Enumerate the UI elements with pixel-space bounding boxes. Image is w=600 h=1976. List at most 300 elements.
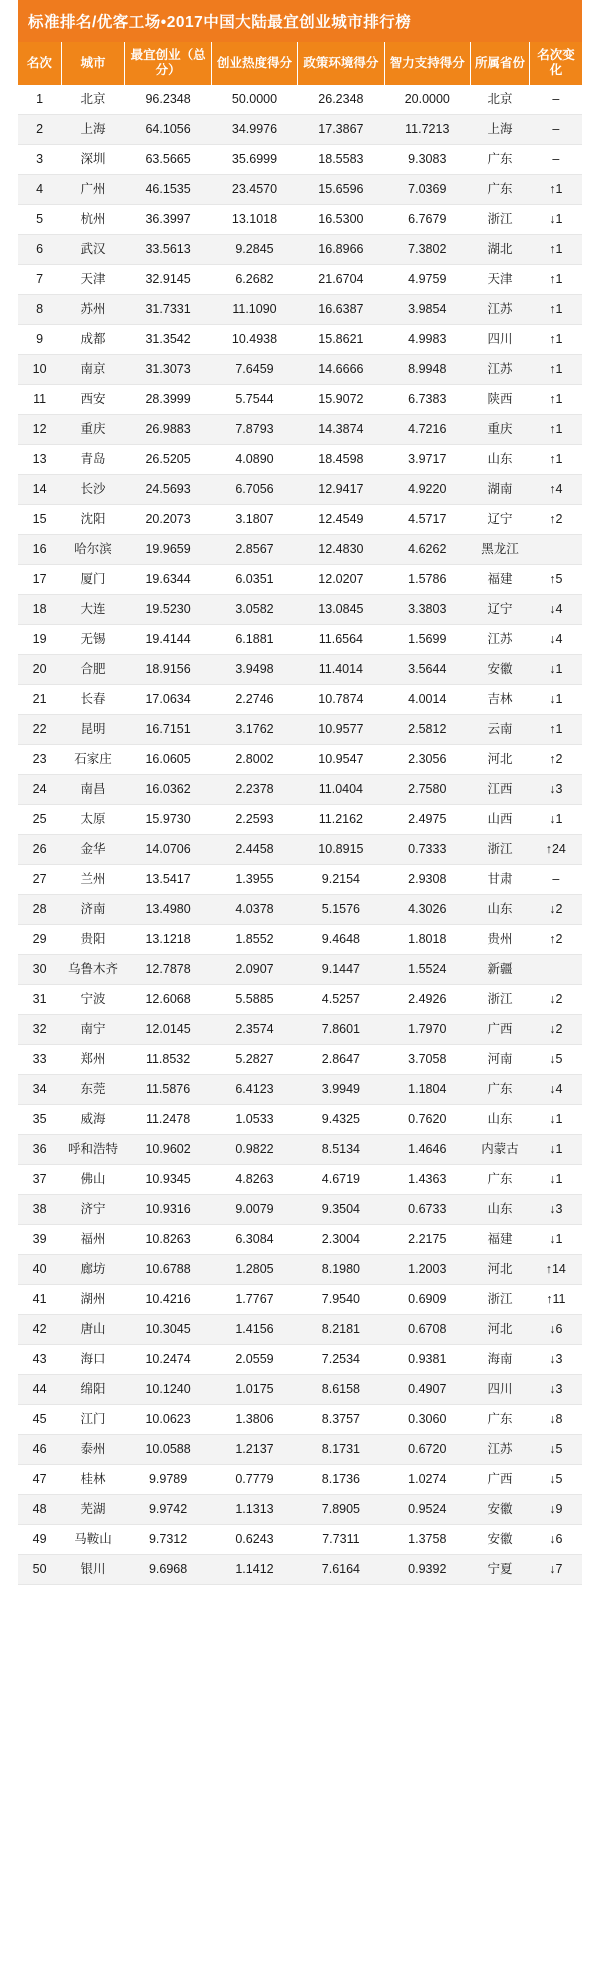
cell-rank: 43	[18, 1344, 61, 1374]
column-header-talent: 智力支持得分	[384, 42, 470, 85]
cell-policy-score: 14.3874	[298, 414, 384, 444]
cell-heat-score: 3.1762	[211, 714, 297, 744]
cell-heat-score: 1.1412	[211, 1554, 297, 1584]
cell-policy-score: 2.8647	[298, 1044, 384, 1074]
cell-rank-change: ↑1	[530, 294, 582, 324]
cell-total-score: 19.4144	[125, 624, 211, 654]
cell-rank-change: ↓9	[530, 1494, 582, 1524]
cell-rank-change: ↓2	[530, 1014, 582, 1044]
cell-rank-change: ↑1	[530, 324, 582, 354]
cell-rank-change: ↓4	[530, 1074, 582, 1104]
cell-heat-score: 2.2593	[211, 804, 297, 834]
cell-total-score: 19.5230	[125, 594, 211, 624]
cell-rank-change: ↓1	[530, 684, 582, 714]
cell-city: 银川	[61, 1554, 125, 1584]
cell-rank: 27	[18, 864, 61, 894]
table-row	[18, 1494, 582, 1524]
cell-rank: 4	[18, 174, 61, 204]
cell-city: 桂林	[61, 1464, 125, 1494]
cell-rank-change: ↓7	[530, 1554, 582, 1584]
cell-city: 杭州	[61, 204, 125, 234]
cell-province: 广东	[471, 174, 530, 204]
cell-province: 江苏	[471, 294, 530, 324]
cell-rank: 6	[18, 234, 61, 264]
cell-rank: 40	[18, 1254, 61, 1284]
cell-rank-change: ↓1	[530, 654, 582, 684]
cell-heat-score: 11.1090	[211, 294, 297, 324]
cell-talent-score: 0.3060	[384, 1404, 470, 1434]
cell-city: 威海	[61, 1104, 125, 1134]
cell-city: 武汉	[61, 234, 125, 264]
cell-rank: 42	[18, 1314, 61, 1344]
table-row	[18, 984, 582, 1014]
table-row	[18, 85, 582, 115]
cell-total-score: 10.3045	[125, 1314, 211, 1344]
cell-heat-score: 1.0533	[211, 1104, 297, 1134]
table-row	[18, 1464, 582, 1494]
cell-total-score: 10.6788	[125, 1254, 211, 1284]
cell-rank-change	[530, 954, 582, 984]
cell-rank-change: ↓8	[530, 1404, 582, 1434]
cell-city: 大连	[61, 594, 125, 624]
cell-talent-score: 2.2175	[384, 1224, 470, 1254]
cell-heat-score: 6.2682	[211, 264, 297, 294]
cell-total-score: 9.9789	[125, 1464, 211, 1494]
cell-city: 深圳	[61, 144, 125, 174]
cell-talent-score: 1.5786	[384, 564, 470, 594]
cell-province: 山东	[471, 1194, 530, 1224]
cell-rank-change: ↓4	[530, 594, 582, 624]
cell-rank: 39	[18, 1224, 61, 1254]
cell-heat-score: 2.0907	[211, 954, 297, 984]
cell-province: 山西	[471, 804, 530, 834]
cell-rank: 21	[18, 684, 61, 714]
cell-talent-score: 0.6909	[384, 1284, 470, 1314]
cell-rank-change: ↓1	[530, 1164, 582, 1194]
cell-total-score: 11.2478	[125, 1104, 211, 1134]
ranking-table	[18, 42, 582, 1585]
cell-province: 福建	[471, 564, 530, 594]
table-row	[18, 534, 582, 564]
cell-total-score: 10.8263	[125, 1224, 211, 1254]
cell-talent-score: 4.9220	[384, 474, 470, 504]
cell-talent-score: 0.9392	[384, 1554, 470, 1584]
cell-province: 黑龙江	[471, 534, 530, 564]
cell-city: 重庆	[61, 414, 125, 444]
cell-policy-score: 12.4549	[298, 504, 384, 534]
cell-city: 南昌	[61, 774, 125, 804]
table-row	[18, 1164, 582, 1194]
cell-heat-score: 23.4570	[211, 174, 297, 204]
cell-total-score: 9.6968	[125, 1554, 211, 1584]
table-row	[18, 1554, 582, 1584]
cell-rank: 26	[18, 834, 61, 864]
cell-rank: 36	[18, 1134, 61, 1164]
table-row	[18, 1404, 582, 1434]
cell-rank-change: ↑1	[530, 384, 582, 414]
cell-rank-change: ↑1	[530, 714, 582, 744]
cell-policy-score: 16.6387	[298, 294, 384, 324]
cell-policy-score: 11.2162	[298, 804, 384, 834]
cell-rank: 35	[18, 1104, 61, 1134]
cell-city: 广州	[61, 174, 125, 204]
cell-province: 浙江	[471, 204, 530, 234]
cell-policy-score: 5.1576	[298, 894, 384, 924]
cell-total-score: 20.2073	[125, 504, 211, 534]
cell-city: 兰州	[61, 864, 125, 894]
cell-province: 吉林	[471, 684, 530, 714]
cell-province: 浙江	[471, 984, 530, 1014]
cell-policy-score: 18.5583	[298, 144, 384, 174]
cell-heat-score: 2.3574	[211, 1014, 297, 1044]
cell-city: 哈尔滨	[61, 534, 125, 564]
cell-total-score: 10.2474	[125, 1344, 211, 1374]
cell-heat-score: 1.3955	[211, 864, 297, 894]
cell-rank: 32	[18, 1014, 61, 1044]
cell-total-score: 10.9345	[125, 1164, 211, 1194]
table-row	[18, 474, 582, 504]
table-row	[18, 654, 582, 684]
cell-talent-score: 7.0369	[384, 174, 470, 204]
cell-total-score: 36.3997	[125, 204, 211, 234]
table-row	[18, 1074, 582, 1104]
table-row	[18, 594, 582, 624]
table-row	[18, 114, 582, 144]
cell-policy-score: 10.8915	[298, 834, 384, 864]
cell-rank-change: ↑2	[530, 744, 582, 774]
cell-rank-change: ↑11	[530, 1284, 582, 1314]
cell-talent-score: 1.4363	[384, 1164, 470, 1194]
cell-total-score: 9.9742	[125, 1494, 211, 1524]
cell-total-score: 13.4980	[125, 894, 211, 924]
cell-rank-change: ↓5	[530, 1464, 582, 1494]
cell-province: 浙江	[471, 1284, 530, 1314]
cell-rank: 47	[18, 1464, 61, 1494]
table-row	[18, 1224, 582, 1254]
cell-talent-score: 1.2003	[384, 1254, 470, 1284]
cell-policy-score: 16.5300	[298, 204, 384, 234]
cell-policy-score: 13.0845	[298, 594, 384, 624]
cell-policy-score: 2.3004	[298, 1224, 384, 1254]
cell-province: 山东	[471, 444, 530, 474]
cell-province: 安徽	[471, 1524, 530, 1554]
cell-rank-change: ↓3	[530, 1374, 582, 1404]
cell-talent-score: 4.3026	[384, 894, 470, 924]
cell-province: 江西	[471, 774, 530, 804]
cell-policy-score: 15.6596	[298, 174, 384, 204]
cell-total-score: 63.5665	[125, 144, 211, 174]
cell-rank: 29	[18, 924, 61, 954]
cell-rank-change: ↓3	[530, 1194, 582, 1224]
cell-rank: 50	[18, 1554, 61, 1584]
cell-rank-change: ↓1	[530, 1104, 582, 1134]
cell-province: 安徽	[471, 1494, 530, 1524]
column-header-city: 城市	[61, 42, 125, 85]
cell-policy-score: 17.3867	[298, 114, 384, 144]
cell-heat-score: 3.9498	[211, 654, 297, 684]
cell-city: 宁波	[61, 984, 125, 1014]
cell-city: 呼和浩特	[61, 1134, 125, 1164]
cell-heat-score: 2.2746	[211, 684, 297, 714]
cell-heat-score: 5.5885	[211, 984, 297, 1014]
cell-rank-change: ↓6	[530, 1524, 582, 1554]
table-row	[18, 234, 582, 264]
cell-rank-change: ↓5	[530, 1434, 582, 1464]
cell-rank-change: ↑2	[530, 504, 582, 534]
table-row	[18, 1044, 582, 1074]
cell-city: 沈阳	[61, 504, 125, 534]
cell-policy-score: 12.4830	[298, 534, 384, 564]
table-row	[18, 954, 582, 984]
cell-province: 广西	[471, 1464, 530, 1494]
cell-rank: 20	[18, 654, 61, 684]
table-row	[18, 264, 582, 294]
cell-heat-score: 34.9976	[211, 114, 297, 144]
cell-talent-score: 3.9854	[384, 294, 470, 324]
cell-heat-score: 6.7056	[211, 474, 297, 504]
table-row	[18, 1434, 582, 1464]
cell-total-score: 64.1056	[125, 114, 211, 144]
cell-talent-score: 1.8018	[384, 924, 470, 954]
cell-talent-score: 9.3083	[384, 144, 470, 174]
cell-province: 安徽	[471, 654, 530, 684]
cell-rank-change: ↑1	[530, 354, 582, 384]
cell-heat-score: 1.3806	[211, 1404, 297, 1434]
cell-province: 海南	[471, 1344, 530, 1374]
cell-total-score: 13.5417	[125, 864, 211, 894]
cell-rank: 37	[18, 1164, 61, 1194]
cell-province: 宁夏	[471, 1554, 530, 1584]
cell-rank: 11	[18, 384, 61, 414]
cell-province: 广东	[471, 1074, 530, 1104]
cell-total-score: 9.7312	[125, 1524, 211, 1554]
cell-heat-score: 5.2827	[211, 1044, 297, 1074]
cell-rank: 49	[18, 1524, 61, 1554]
cell-city: 金华	[61, 834, 125, 864]
cell-city: 南京	[61, 354, 125, 384]
cell-province: 北京	[471, 85, 530, 115]
cell-policy-score: 26.2348	[298, 85, 384, 115]
cell-total-score: 15.9730	[125, 804, 211, 834]
cell-talent-score: 2.4975	[384, 804, 470, 834]
cell-province: 广东	[471, 1404, 530, 1434]
cell-talent-score: 1.5524	[384, 954, 470, 984]
cell-rank: 44	[18, 1374, 61, 1404]
cell-city: 厦门	[61, 564, 125, 594]
cell-policy-score: 15.8621	[298, 324, 384, 354]
cell-heat-score: 2.0559	[211, 1344, 297, 1374]
cell-city: 无锡	[61, 624, 125, 654]
cell-province: 江苏	[471, 624, 530, 654]
cell-policy-score: 12.9417	[298, 474, 384, 504]
cell-province: 重庆	[471, 414, 530, 444]
cell-rank: 24	[18, 774, 61, 804]
cell-rank: 25	[18, 804, 61, 834]
cell-total-score: 32.9145	[125, 264, 211, 294]
cell-province: 四川	[471, 1374, 530, 1404]
cell-rank: 34	[18, 1074, 61, 1104]
cell-rank: 48	[18, 1494, 61, 1524]
cell-total-score: 16.0605	[125, 744, 211, 774]
cell-rank-change: ↑1	[530, 234, 582, 264]
cell-talent-score: 4.7216	[384, 414, 470, 444]
cell-rank: 41	[18, 1284, 61, 1314]
table-row	[18, 564, 582, 594]
cell-city: 合肥	[61, 654, 125, 684]
cell-policy-score: 7.2534	[298, 1344, 384, 1374]
table-row	[18, 1254, 582, 1284]
cell-total-score: 31.3073	[125, 354, 211, 384]
cell-policy-score: 9.4648	[298, 924, 384, 954]
cell-policy-score: 10.7874	[298, 684, 384, 714]
cell-policy-score: 7.8905	[298, 1494, 384, 1524]
cell-city: 北京	[61, 85, 125, 115]
table-row	[18, 384, 582, 414]
cell-talent-score: 0.6720	[384, 1434, 470, 1464]
cell-province: 广西	[471, 1014, 530, 1044]
cell-policy-score: 11.4014	[298, 654, 384, 684]
cell-rank: 18	[18, 594, 61, 624]
cell-rank: 16	[18, 534, 61, 564]
cell-province: 内蒙古	[471, 1134, 530, 1164]
cell-talent-score: 1.0274	[384, 1464, 470, 1494]
cell-city: 济宁	[61, 1194, 125, 1224]
cell-policy-score: 18.4598	[298, 444, 384, 474]
cell-talent-score: 2.5812	[384, 714, 470, 744]
cell-policy-score: 8.1731	[298, 1434, 384, 1464]
table-row	[18, 1194, 582, 1224]
cell-rank: 22	[18, 714, 61, 744]
cell-city: 青岛	[61, 444, 125, 474]
cell-talent-score: 0.9381	[384, 1344, 470, 1374]
cell-heat-score: 4.0890	[211, 444, 297, 474]
cell-talent-score: 4.5717	[384, 504, 470, 534]
cell-province: 新疆	[471, 954, 530, 984]
cell-total-score: 11.8532	[125, 1044, 211, 1074]
cell-heat-score: 6.4123	[211, 1074, 297, 1104]
cell-talent-score: 0.6733	[384, 1194, 470, 1224]
cell-total-score: 10.0588	[125, 1434, 211, 1464]
cell-heat-score: 1.2137	[211, 1434, 297, 1464]
cell-rank: 1	[18, 85, 61, 115]
cell-policy-score: 15.9072	[298, 384, 384, 414]
cell-province: 浙江	[471, 834, 530, 864]
cell-policy-score: 9.3504	[298, 1194, 384, 1224]
cell-heat-score: 1.0175	[211, 1374, 297, 1404]
cell-heat-score: 6.3084	[211, 1224, 297, 1254]
cell-heat-score: 3.0582	[211, 594, 297, 624]
table-row	[18, 1104, 582, 1134]
cell-heat-score: 9.0079	[211, 1194, 297, 1224]
table-row	[18, 684, 582, 714]
cell-city: 太原	[61, 804, 125, 834]
cell-talent-score: 6.7383	[384, 384, 470, 414]
cell-total-score: 12.0145	[125, 1014, 211, 1044]
table-row	[18, 1284, 582, 1314]
cell-province: 四川	[471, 324, 530, 354]
cell-heat-score: 50.0000	[211, 85, 297, 115]
cell-city: 上海	[61, 114, 125, 144]
table-row	[18, 414, 582, 444]
cell-heat-score: 1.7767	[211, 1284, 297, 1314]
cell-rank: 9	[18, 324, 61, 354]
cell-rank: 3	[18, 144, 61, 174]
cell-heat-score: 0.7779	[211, 1464, 297, 1494]
cell-rank: 19	[18, 624, 61, 654]
cell-rank-change: ↓4	[530, 624, 582, 654]
cell-talent-score: 1.5699	[384, 624, 470, 654]
cell-rank-change: ↑1	[530, 444, 582, 474]
cell-policy-score: 4.5257	[298, 984, 384, 1014]
cell-rank-change: ↓1	[530, 804, 582, 834]
cell-city: 长春	[61, 684, 125, 714]
cell-talent-score: 2.9308	[384, 864, 470, 894]
cell-talent-score: 3.9717	[384, 444, 470, 474]
cell-heat-score: 2.8002	[211, 744, 297, 774]
cell-city: 郑州	[61, 1044, 125, 1074]
cell-city: 湖州	[61, 1284, 125, 1314]
cell-policy-score: 11.0404	[298, 774, 384, 804]
cell-rank-change: ↑2	[530, 924, 582, 954]
cell-policy-score: 7.9540	[298, 1284, 384, 1314]
cell-rank-change: ↑5	[530, 564, 582, 594]
cell-talent-score: 8.9948	[384, 354, 470, 384]
cell-rank: 12	[18, 414, 61, 444]
cell-rank: 13	[18, 444, 61, 474]
table-row	[18, 864, 582, 894]
cell-city: 乌鲁木齐	[61, 954, 125, 984]
table-row	[18, 714, 582, 744]
table-row	[18, 1014, 582, 1044]
cell-policy-score: 12.0207	[298, 564, 384, 594]
cell-heat-score: 7.8793	[211, 414, 297, 444]
cell-policy-score: 21.6704	[298, 264, 384, 294]
cell-city: 贵阳	[61, 924, 125, 954]
cell-city: 佛山	[61, 1164, 125, 1194]
cell-talent-score: 6.7679	[384, 204, 470, 234]
column-header-rank: 名次	[18, 42, 61, 85]
cell-city: 天津	[61, 264, 125, 294]
table-row	[18, 324, 582, 354]
cell-city: 福州	[61, 1224, 125, 1254]
cell-rank: 28	[18, 894, 61, 924]
cell-talent-score: 1.1804	[384, 1074, 470, 1104]
cell-rank: 7	[18, 264, 61, 294]
cell-policy-score: 10.9547	[298, 744, 384, 774]
cell-province: 福建	[471, 1224, 530, 1254]
cell-rank-change: –	[530, 114, 582, 144]
cell-policy-score: 8.2181	[298, 1314, 384, 1344]
table-row	[18, 144, 582, 174]
table-row	[18, 1344, 582, 1374]
cell-talent-score: 2.7580	[384, 774, 470, 804]
cell-province: 河北	[471, 1314, 530, 1344]
table-row	[18, 624, 582, 654]
cell-rank: 14	[18, 474, 61, 504]
cell-rank: 15	[18, 504, 61, 534]
cell-heat-score: 35.6999	[211, 144, 297, 174]
table-row	[18, 354, 582, 384]
cell-province: 河北	[471, 744, 530, 774]
cell-city: 东莞	[61, 1074, 125, 1104]
cell-heat-score: 4.0378	[211, 894, 297, 924]
cell-total-score: 10.4216	[125, 1284, 211, 1314]
cell-rank-change: ↓1	[530, 1224, 582, 1254]
cell-rank: 30	[18, 954, 61, 984]
cell-total-score: 12.7878	[125, 954, 211, 984]
cell-province: 上海	[471, 114, 530, 144]
cell-policy-score: 4.6719	[298, 1164, 384, 1194]
